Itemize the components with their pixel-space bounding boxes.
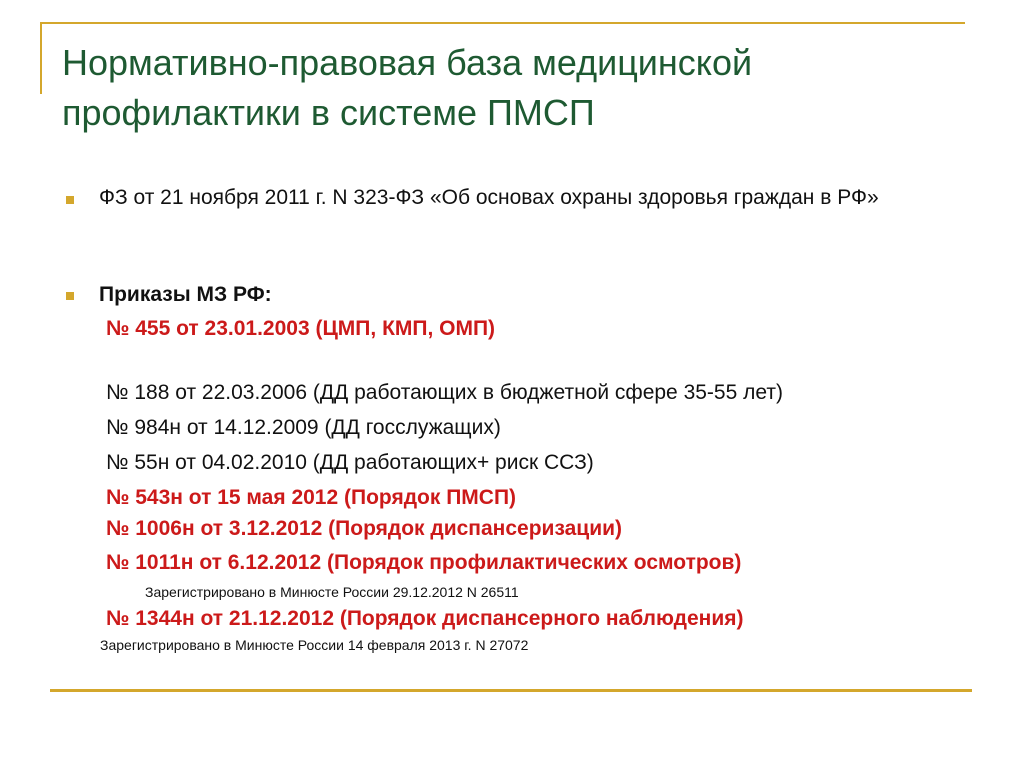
frame-top-line bbox=[40, 22, 965, 24]
order-item-1344n: № 1344н от 21.12.2012 (Порядок диспансерного наблюдения) bbox=[106, 607, 744, 630]
order-item-543n: № 543н от 15 мая 2012 (Порядок ПМСП) bbox=[106, 486, 517, 509]
federal-law-item: ФЗ от 21 ноября 2011 г. N 323-ФЗ «Об основах охраны здоровья граждан в РФ» bbox=[99, 186, 879, 209]
order-item-55n: № 55н от 04.02.2010 (ДД работающих+ риск ССЗ) bbox=[106, 451, 594, 474]
registration-note-26511: Зарегистрировано в Минюсте России 29.12.2012 N 26511 bbox=[145, 584, 519, 600]
frame-vertical-line bbox=[40, 22, 42, 94]
bullet-square-icon bbox=[66, 196, 74, 204]
order-item-1006n: № 1006н от 3.12.2012 (Порядок диспансеризации) bbox=[106, 517, 623, 540]
orders-heading: Приказы МЗ РФ: bbox=[99, 283, 272, 306]
order-item-455: № 455 от 23.01.2003 (ЦМП, КМП, ОМП) bbox=[106, 317, 496, 340]
bullet-square-icon bbox=[66, 292, 74, 300]
slide-title: Нормативно-правовая база медицинской профилактики в системе ПМСП bbox=[62, 42, 753, 133]
order-item-1011n: № 1011н от 6.12.2012 (Порядок профилактических осмотров) bbox=[106, 551, 742, 574]
frame-bottom-line bbox=[50, 689, 972, 692]
registration-note-27072: Зарегистрировано в Минюсте России 14 февраля 2013 г. N 27072 bbox=[100, 637, 529, 653]
order-item-188: № 188 от 22.03.2006 (ДД работающих в бюджетной сфере 35-55 лет) bbox=[106, 381, 783, 404]
order-item-984n: № 984н от 14.12.2009 (ДД госслужащих) bbox=[106, 416, 501, 439]
